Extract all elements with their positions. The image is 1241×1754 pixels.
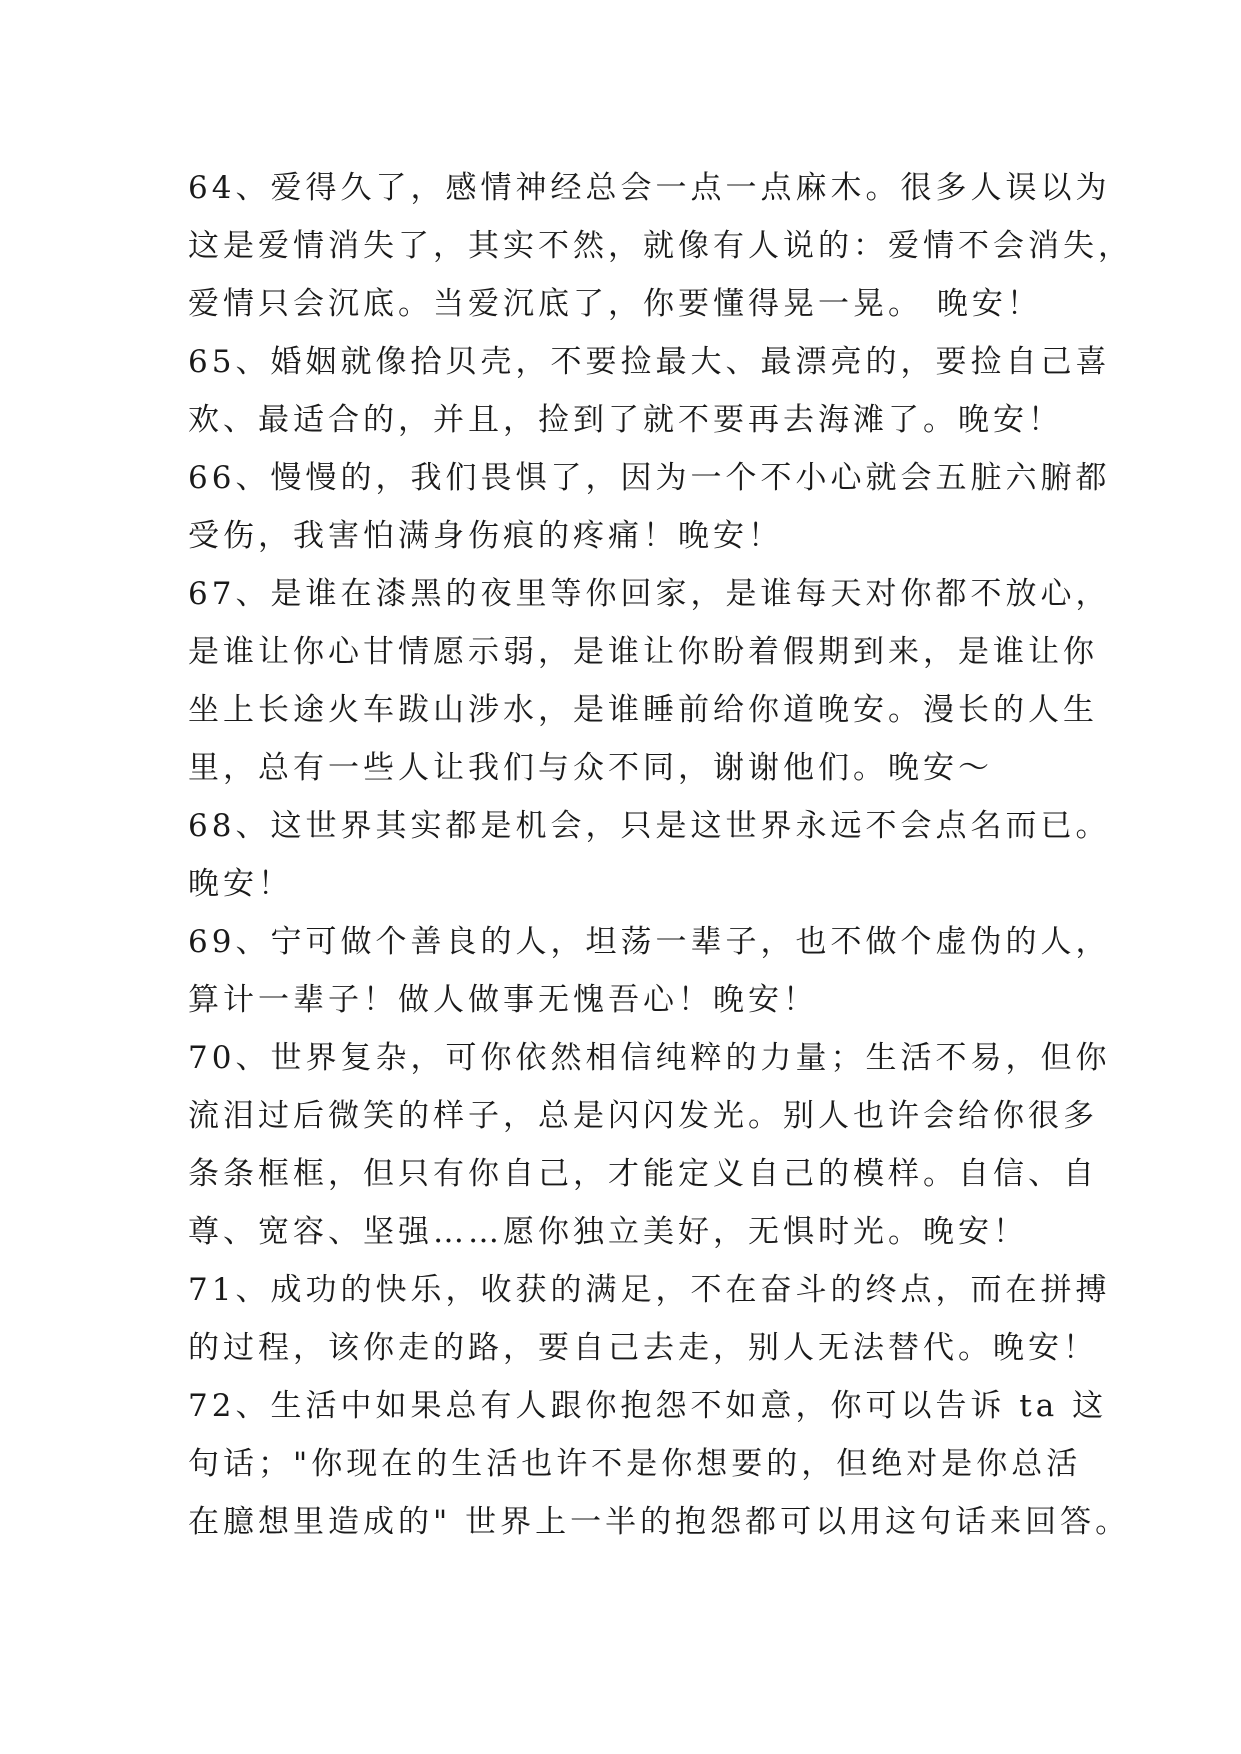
text-line: 72、生活中如果总有人跟你抱怨不如意，你可以告诉 ta 这 [188, 1388, 1108, 1424]
text-line: 65、婚姻就像拾贝壳，不要捡最大、最漂亮的，要捡自己喜 [188, 344, 1111, 380]
text-line: 68、这世界其实都是机会，只是这世界永远不会点名而已。 [188, 808, 1111, 844]
text-line: 是谁让你心甘情愿示弱，是谁让你盼着假期到来，是谁让你 [188, 634, 1098, 670]
text-line: 里，总有一些人让我们与众不同，谢谢他们。晚安～ [188, 750, 993, 786]
document-body [188, 159, 1133, 1551]
text-line: 晚安！ [188, 866, 293, 902]
text-line: 70、世界复杂，可你依然相信纯粹的力量；生活不易，但你 [188, 1040, 1111, 1076]
text-line: 的过程，该你走的路，要自己去走，别人无法替代。晚安！ [188, 1330, 1098, 1366]
text-line: 欢、最适合的，并且，捡到了就不要再去海滩了。晚安！ [188, 402, 1063, 438]
text-line: 69、宁可做个善良的人，坦荡一辈子，也不做个虚伪的人， [188, 924, 1111, 960]
text-line: 坐上长途火车跋山涉水，是谁睡前给你道晚安。漫长的人生 [188, 692, 1098, 728]
text-line: 71、成功的快乐，收获的满足，不在奋斗的终点，而在拼搏 [188, 1272, 1111, 1308]
text-line: 64、爱得久了，感情神经总会一点一点麻木。很多人误以为 [188, 170, 1111, 206]
text-line: 句话；"你现在的生活也许不是你想要的，但绝对是你总活 [188, 1446, 1082, 1482]
text-line: 爱情只会沉底。当爱沉底了，你要懂得晃一晃。 晚安！ [188, 286, 1042, 322]
text-line: 66、慢慢的，我们畏惧了，因为一个不小心就会五脏六腑都 [188, 460, 1111, 496]
text-line: 在臆想里造成的" 世界上一半的抱怨都可以用这句话来回答。 [188, 1504, 1131, 1540]
text-line: 条条框框，但只有你自己，才能定义自己的模样。自信、自 [188, 1156, 1098, 1192]
text-line: 受伤，我害怕满身伤痕的疼痛！晚安！ [188, 518, 783, 554]
text-line: 算计一辈子！做人做事无愧吾心！晚安！ [188, 982, 818, 1018]
text-line: 尊、宽容、坚强……愿你独立美好，无惧时光。晚安！ [188, 1214, 1028, 1250]
text-line: 流泪过后微笑的样子，总是闪闪发光。别人也许会给你很多 [188, 1098, 1098, 1134]
text-line: 67、是谁在漆黑的夜里等你回家，是谁每天对你都不放心， [188, 576, 1111, 612]
text-line: 这是爱情消失了，其实不然，就像有人说的：爱情不会消失， [188, 228, 1133, 264]
